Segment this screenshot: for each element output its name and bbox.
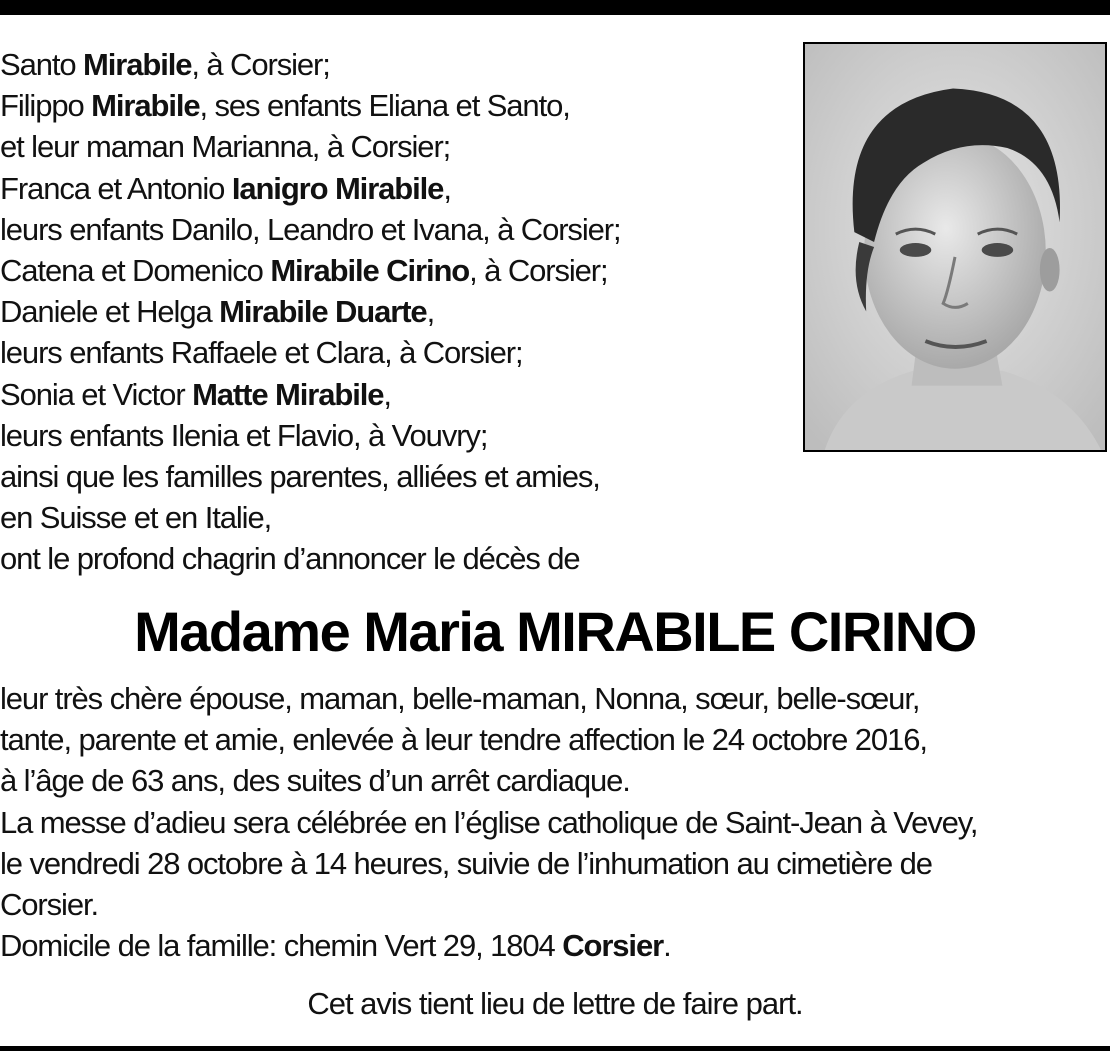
family-line [0, 332, 790, 373]
text-run: , [443, 170, 451, 206]
text-run: Sonia et Victor [0, 376, 193, 412]
text-run: . [663, 928, 671, 964]
text-run: La messe d’adieu sera célébrée en l’église catholique de Saint-Jean à Vevey, [0, 804, 978, 840]
portrait-image [805, 44, 1105, 450]
closing-note: Cet avis tient lieu de lettre de faire part. [307, 986, 803, 1021]
family-mourners-list [0, 44, 790, 579]
family-line [0, 85, 790, 126]
family-line [0, 168, 790, 209]
body-line [0, 843, 1110, 884]
bold-surname: Ianigro Mirabile [231, 170, 444, 206]
text-run: tante, parente et amie, enlevée à leur tendre affection le 24 octobre 2016, [0, 722, 927, 758]
top-border-rule [0, 0, 1110, 15]
text-run: Santo [0, 47, 84, 82]
text-run: Domicile de la famille: chemin Vert 29, 1804 [0, 928, 563, 964]
text-run: , à Corsier; [469, 252, 608, 288]
portrait-photo [803, 42, 1107, 452]
bold-surname: Mirabile [91, 88, 200, 124]
family-line [0, 209, 790, 250]
family-line [0, 415, 790, 456]
text-run: Catena et Domenico [0, 252, 271, 288]
text-run: et leur maman Marianna, à Corsier; [0, 129, 451, 165]
text-run: le vendredi 28 octobre à 14 heures, suivie de l’inhumation au cimetière de [0, 845, 932, 881]
text-run: , à Corsier; [191, 47, 330, 82]
family-line [0, 250, 790, 291]
bold-surname: Corsier [562, 928, 664, 964]
bold-surname: Matte Mirabile [192, 376, 384, 412]
text-run: ont le profond chagrin d’annoncer le décès de [0, 541, 580, 577]
family-line [0, 291, 790, 332]
bold-surname: Mirabile Cirino [270, 252, 470, 288]
family-line [0, 456, 790, 497]
text-run: Filippo [0, 88, 92, 124]
family-line [0, 374, 790, 415]
text-run: en Suisse et en Italie, [0, 500, 272, 536]
family-line [0, 538, 790, 579]
announcement-body [0, 678, 1110, 966]
family-line [0, 126, 790, 167]
body-line [0, 802, 1110, 843]
text-run: ainsi que les familles parentes, alliées et amies, [0, 458, 600, 494]
body-line [0, 719, 1110, 760]
text-run: leurs enfants Danilo, Leandro et Ivana, à Corsier; [0, 211, 621, 247]
text-run: leurs enfants Raffaele et Clara, à Corsier; [0, 335, 523, 371]
bottom-border-rule [0, 1046, 1110, 1051]
text-run: Franca et Antonio [0, 170, 232, 206]
bold-surname: Mirabile [83, 47, 192, 82]
body-line [0, 678, 1110, 719]
text-run: , [426, 294, 435, 330]
body-line [0, 760, 1110, 801]
text-run: leur très chère épouse, maman, belle-maman, Nonna, sœur, belle-sœur, [0, 681, 920, 716]
text-run: , ses enfants Eliana et Santo, [199, 88, 570, 124]
family-line [0, 44, 790, 85]
text-run: leurs enfants Ilenia et Flavio, à Vouvry; [0, 417, 488, 453]
body-line [0, 925, 1110, 966]
text-run: , [383, 376, 391, 412]
bold-surname: Mirabile Duarte [219, 294, 427, 330]
text-run: à l’âge de 63 ans, des suites d’un arrêt cardiaque. [0, 763, 630, 799]
deceased-name-heading: Madame Maria MIRABILE CIRINO [134, 600, 976, 663]
text-run: Daniele et Helga [0, 294, 220, 330]
family-line [0, 497, 790, 538]
body-line [0, 884, 1110, 925]
text-run: Corsier. [0, 886, 99, 922]
